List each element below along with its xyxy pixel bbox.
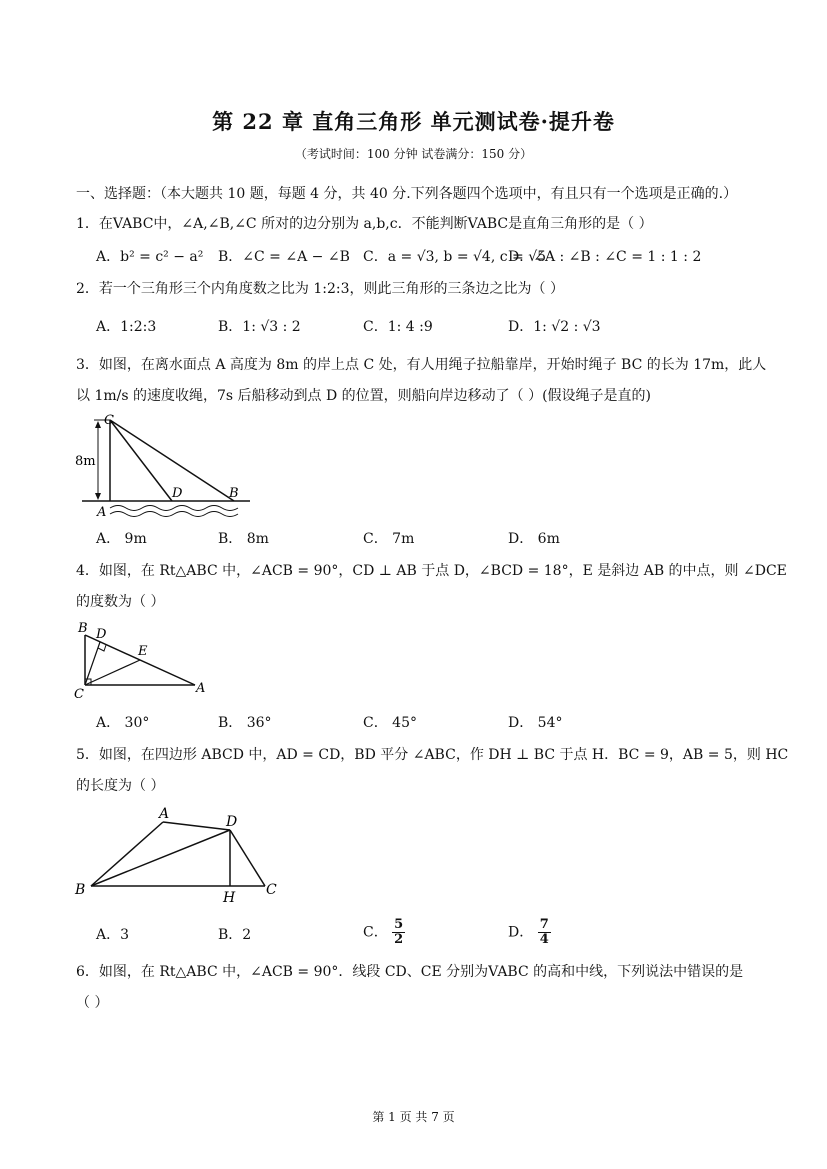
q1-option-a: A．b² = c² − a² <box>96 249 204 265</box>
q5-option-c-prefix: C． <box>363 924 388 941</box>
q5-option-b: B．2 <box>218 927 252 943</box>
q3-option-a: A． 9m <box>96 531 147 547</box>
page-footer: 第 1 页 共 7 页 <box>372 1110 455 1124</box>
q4-option-c: C． 45° <box>363 715 417 731</box>
q5-options <box>96 918 756 954</box>
q5-option-a: A．3 <box>96 927 130 943</box>
page-subtitle: （考试时间：100 分钟 试卷满分：150 分） <box>294 147 533 161</box>
q1-stem: 1．在VABC中，∠A,∠B,∠C 所对的边分别为 a,b,c．不能判断VABC是直角三角形的是（ ） <box>76 216 653 232</box>
q5-option-c <box>363 918 405 947</box>
q2-option-c: C．1: 4 :9 <box>363 319 433 335</box>
q1-option-b: B．∠C = ∠A − ∠B <box>218 249 350 265</box>
q4-label-b: B <box>78 621 88 636</box>
q1-option-d: D．∠A : ∠B : ∠C = 1 : 1 : 2 <box>508 249 702 265</box>
q5-stem-line1: 5．如图，在四边形 ABCD 中，AD = CD，BD 平分 ∠ABC，作 DH ⊥ BC 于点 H．BC = 9，AB = 5，则 HC <box>76 747 789 763</box>
q4-label-d: D <box>96 627 107 642</box>
q3-label-b: B <box>229 486 239 501</box>
q4-label-c: C <box>74 687 84 701</box>
q3-option-b: B． 8m <box>218 531 269 547</box>
q4-label-a: A <box>196 681 206 696</box>
q3-option-d: D． 6m <box>508 531 560 547</box>
q4-option-a: A． 30° <box>96 715 150 731</box>
q2-option-b: B．1: √3 : 2 <box>218 319 301 335</box>
q4-label-e: E <box>138 644 148 659</box>
q5-option-d-fraction <box>538 918 551 947</box>
q3-height-label: 8m <box>75 454 96 469</box>
q3-stem-line1: 3．如图，在离水面点 A 高度为 8m 的岸上点 C 处，有人用绳子拉船靠岸，开始时绳子 BC 的长为 17m，此人 <box>76 357 767 373</box>
q5-label-d: D <box>226 814 238 830</box>
page-title: 第 22 章 直角三角形 单元测试卷·提升卷 <box>212 109 615 134</box>
q5-option-c-fraction <box>392 918 405 947</box>
q4-stem-line1: 4．如图，在 Rt△ABC 中，∠ACB = 90°，CD ⊥ AB 于点 D，∠BCD = 18°，E 是斜边 AB 的中点，则 ∠DCE <box>76 563 787 579</box>
q5-figure <box>72 802 287 907</box>
q5-option-c-numerator: 5 <box>394 917 404 932</box>
q3-figure <box>72 412 257 522</box>
q3-option-c: C． 7m <box>363 531 415 547</box>
q5-stem-line2: 的长度为（ ） <box>76 778 165 794</box>
q6-stem-line1: 6．如图，在 Rt△ABC 中，∠ACB = 90°．线段 CD、CE 分别为VABC 的高和中线，下列说法中错误的是 <box>76 964 744 980</box>
q2-stem: 2．若一个三角形三个内角度数之比为 1:2:3，则此三角形的三条边之比为（ ） <box>76 281 564 297</box>
q2-option-d: D．1: √2 : √3 <box>508 319 601 335</box>
q4-options <box>96 712 756 734</box>
q1-options <box>96 246 756 268</box>
q5-label-c: C <box>266 882 277 898</box>
q2-options <box>96 316 756 338</box>
q5-label-a: A <box>159 806 170 822</box>
section-heading: 一、选择题：（本大题共 10 题，每题 4 分，共 40 分.下列各题四个选项中，有且只有一个选项是正确的.） <box>76 186 738 202</box>
q5-option-c-denominator: 2 <box>394 932 404 947</box>
q5-label-b: B <box>75 882 86 898</box>
q3-stem-line2: 以 1m/s 的速度收绳，7s 后船移动到点 D 的位置，则船向岸边移动了（ ）(假设绳子是直的) <box>76 388 652 404</box>
q5-option-d <box>508 918 551 947</box>
q5-option-d-numerator: 7 <box>539 917 549 932</box>
q3-label-a: A <box>97 505 107 520</box>
q5-label-h: H <box>223 890 236 906</box>
q4-option-d: D． 54° <box>508 715 563 731</box>
q3-label-c: C <box>104 413 114 428</box>
q4-stem-line2: 的度数为（ ） <box>76 594 165 610</box>
q2-option-a: A．1:2:3 <box>96 319 157 335</box>
q5-option-d-prefix: D． <box>508 924 534 941</box>
q5-option-d-denominator: 4 <box>539 932 549 947</box>
q3-label-d: D <box>172 486 183 501</box>
q6-stem-line2: （ ） <box>76 995 109 1011</box>
q4-option-b: B． 36° <box>218 715 272 731</box>
q3-options <box>96 528 756 550</box>
q4-figure <box>72 616 212 701</box>
q1-option-c: C．a = √3, b = √4, c = √5 <box>363 249 547 265</box>
